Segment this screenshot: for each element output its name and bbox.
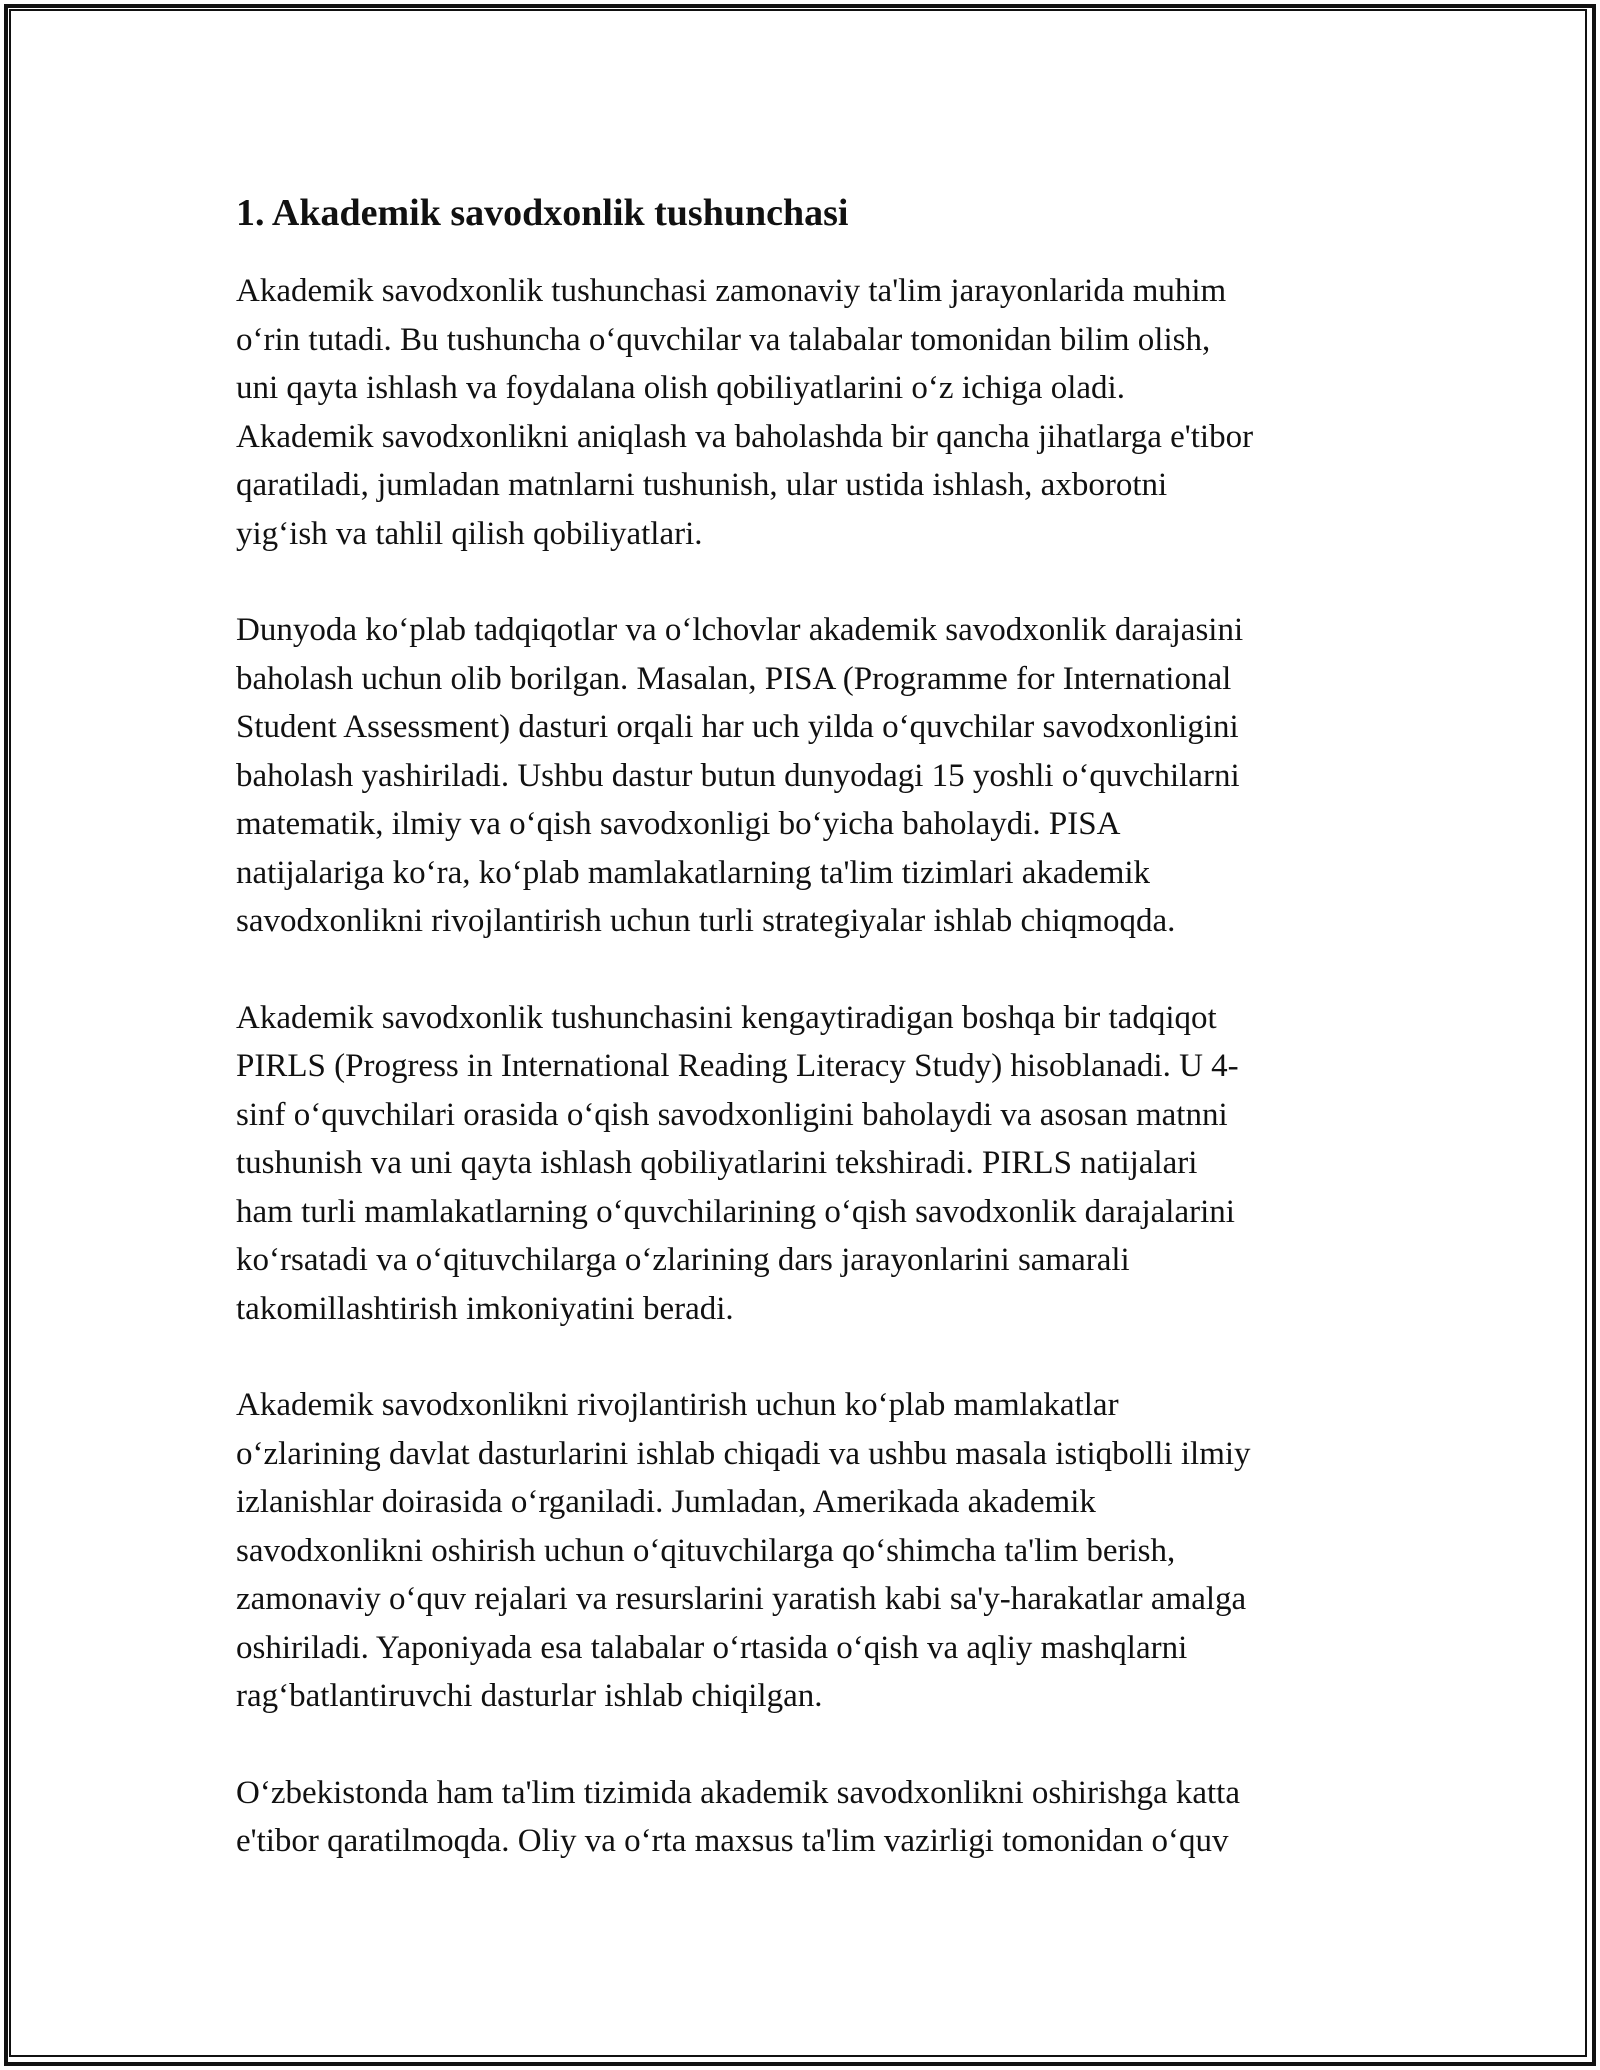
paragraph-3: Akademik savodxonlik tushunchasini kengaytiradigan boshqa bir tadqiqot PIRLS (Progress in International Reading Literacy Study) hisoblanadi. U 4- sinf o‘quvchilari orasida o‘qish savodxonligini baholaydi va asosan matnni tushunish va uni qayta ishlash qobiliyatlarini tekshiradi. PIRLS natijalari ham turli mamlakatlarning o‘quvchilarining o‘qish savodxonlik darajalarini ko‘rsatadi va o‘qituvchilarga o‘zlarining dars jarayonlarini samarali takomillashtirish imkoniyatini beradi. [236,999,1239,1327]
paragraph-4: Akademik savodxonlikni rivojlantirish uchun ko‘plab mamlakatlar o‘zlarining davlat dasturlarini ishlab chiqadi va ushbu masala istiqbolli ilmiy izlanishlar doirasida o‘rganiladi. Jumladan, Amerikada akademik savodxonlikni oshirish uchun o‘qituvchilarga qo‘shimcha ta'lim berish, zamonaviy o‘quv rejalari va resurslarini yaratish kabi sa'y-harakatlar amalga oshiriladi. Yaponiyada esa talabalar o‘rtasida o‘qish va aqliy mashqlarni rag‘batlantiruvchi dasturlar ishlab chiqilgan. [236,1387,1251,1714]
paragraph-5: O‘zbekistonda ham ta'lim tizimida akademik savodxonlikni oshirishga katta e'tibor qaratilmoqda. Oliy va o‘rta maxsus ta'lim vazirligi tomonidan o‘quv [236,1774,1240,1859]
paragraph-1: Akademik savodxonlik tushunchasi zamonaviy ta'lim jarayonlarida muhim o‘rin tutadi. Bu tushuncha o‘quvchilar va talabalar tomonidan bilim olish, uni qayta ishlash va foydalana olish qobiliyatlarini o‘z ichiga oladi. Akademik savodxonlikni aniqlash va baholashda bir qancha jihatlarga e'tibor qaratiladi, jumladan matnlarni tushunish, ular ustida ishlash, axborotni yig‘ish va tahlil qilish qobiliyatlari. [236,273,1254,552]
document-body [236,185,1376,1914]
section-heading: 1. Akademik savodxonlik tushunchasi [236,192,849,234]
paragraph-2: Dunyoda ko‘plab tadqiqotlar va o‘lchovlar akademik savodxonlik darajasini baholash uchun olib borilgan. Masalan, PISA (Programme for International Student Assessment) dasturi orqali har uch yilda o‘quvchilar savodxonligini baholash yashiriladi. Ushbu dastur butun dunyodagi 15 yoshli o‘quvchilarni matematik, ilmiy va o‘qish savodxonligi bo‘yicha baholaydi. PISA natijalariga ko‘ra, ko‘plab mamlakatlarning ta'lim tizimlari akademik savodxonlikni rivojlantirish uchun turli strategiyalar ishlab chiqmoqda. [236,612,1244,939]
